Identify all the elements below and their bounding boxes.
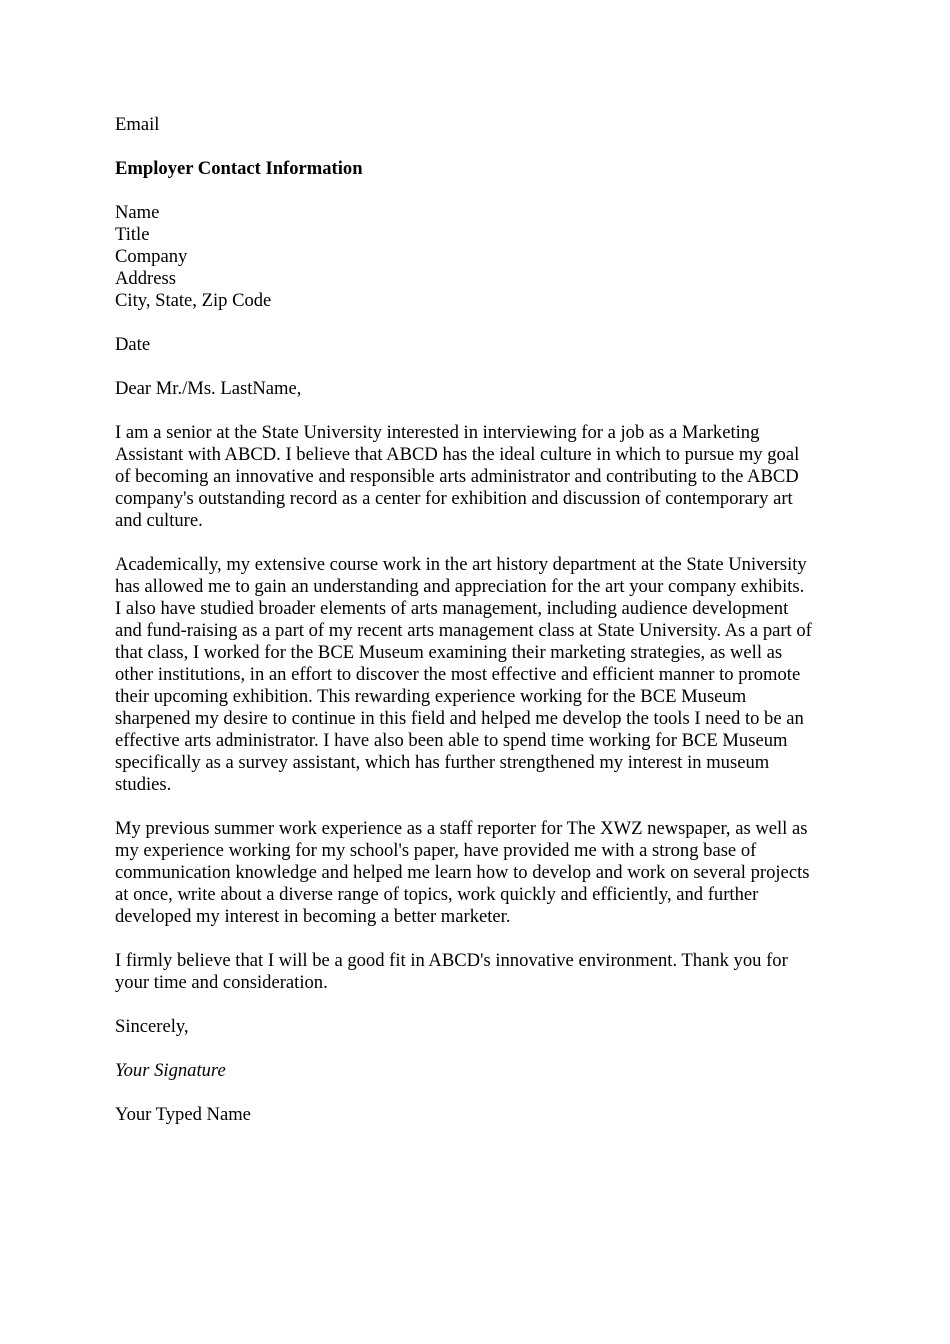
paragraph-line: Academically, my extensive course work in the art history department at the State University: [115, 554, 807, 575]
paragraph-line: company's outstanding record as a center for exhibition and discussion of contemporary art: [115, 488, 793, 509]
body-paragraph-2: [115, 554, 840, 796]
letter-date: Date: [115, 334, 151, 355]
typed-name-block: [115, 1104, 840, 1126]
paragraph-line: studies.: [115, 774, 172, 795]
paragraph-line: I am a senior at the State University interested in interviewing for a job as a Marketing: [115, 422, 760, 443]
paragraph-line: specifically as a survey assistant, which has further strengthened my interest in museum: [115, 752, 770, 773]
employer-name: Name: [115, 202, 160, 223]
valediction: Sincerely,: [115, 1016, 189, 1037]
paragraph-line: of becoming an innovative and responsible arts administrator and contributing to the ABCD: [115, 466, 799, 487]
date-block: [115, 334, 840, 356]
sender-email: Email: [115, 114, 160, 135]
paragraph-line: My previous summer work experience as a staff reporter for The XWZ newspaper, as well as: [115, 818, 808, 839]
sender-email-block: [115, 114, 840, 136]
paragraph-line: my experience working for my school's paper, have provided me with a strong base of: [115, 840, 757, 861]
signature-block: [115, 1060, 840, 1082]
body-paragraph-3: [115, 818, 840, 928]
paragraph-line: at once, write about a diverse range of topics, work quickly and efficiently, and further: [115, 884, 759, 905]
salutation-block: [115, 378, 840, 400]
paragraph-line: effective arts administrator. I have also been able to spend time working for BCE Museum: [115, 730, 788, 751]
paragraph-line: developed my interest in becoming a better marketer.: [115, 906, 511, 927]
paragraph-line: Assistant with ABCD. I believe that ABCD has the ideal culture in which to pursue my goal: [115, 444, 800, 465]
body-paragraph-1: [115, 422, 840, 532]
paragraph-line: other institutions, in an effort to discover the most effective and efficient manner to promote: [115, 664, 801, 685]
employer-address-block: [115, 202, 840, 312]
employer-title: Title: [115, 224, 150, 245]
paragraph-line: and culture.: [115, 510, 203, 531]
paragraph-line: I firmly believe that I will be a good fit in ABCD's innovative environment. Thank you for: [115, 950, 788, 971]
salutation: Dear Mr./Ms. LastName,: [115, 378, 302, 399]
paragraph-line: sharpened my desire to continue in this field and helped me develop the tools I need to be an: [115, 708, 804, 729]
paragraph-line: communication knowledge and helped me learn how to develop and work on several projects: [115, 862, 810, 883]
paragraph-line: their upcoming exhibition. This rewarding experience working for the BCE Museum: [115, 686, 747, 707]
paragraph-line: and fund-raising as a part of my recent arts management class at State University. As a part of: [115, 620, 812, 641]
employer-heading-block: [115, 158, 840, 180]
signature: Your Signature: [115, 1060, 226, 1081]
typed-name: Your Typed Name: [115, 1104, 251, 1125]
paragraph-line: has allowed me to gain an understanding and appreciation for the art your company exhibits.: [115, 576, 805, 597]
employer-heading: Employer Contact Information: [115, 158, 363, 179]
paragraph-line: I also have studied broader elements of arts management, including audience development: [115, 598, 789, 619]
body-paragraph-4: [115, 950, 840, 994]
paragraph-line: that class, I worked for the BCE Museum examining their marketing strategies, as well as: [115, 642, 783, 663]
cover-letter: [115, 114, 840, 1148]
employer-address: Address: [115, 268, 176, 289]
employer-city-state-zip: City, State, Zip Code: [115, 290, 272, 311]
valediction-block: [115, 1016, 840, 1038]
employer-company: Company: [115, 246, 188, 267]
paragraph-line: your time and consideration.: [115, 972, 328, 993]
